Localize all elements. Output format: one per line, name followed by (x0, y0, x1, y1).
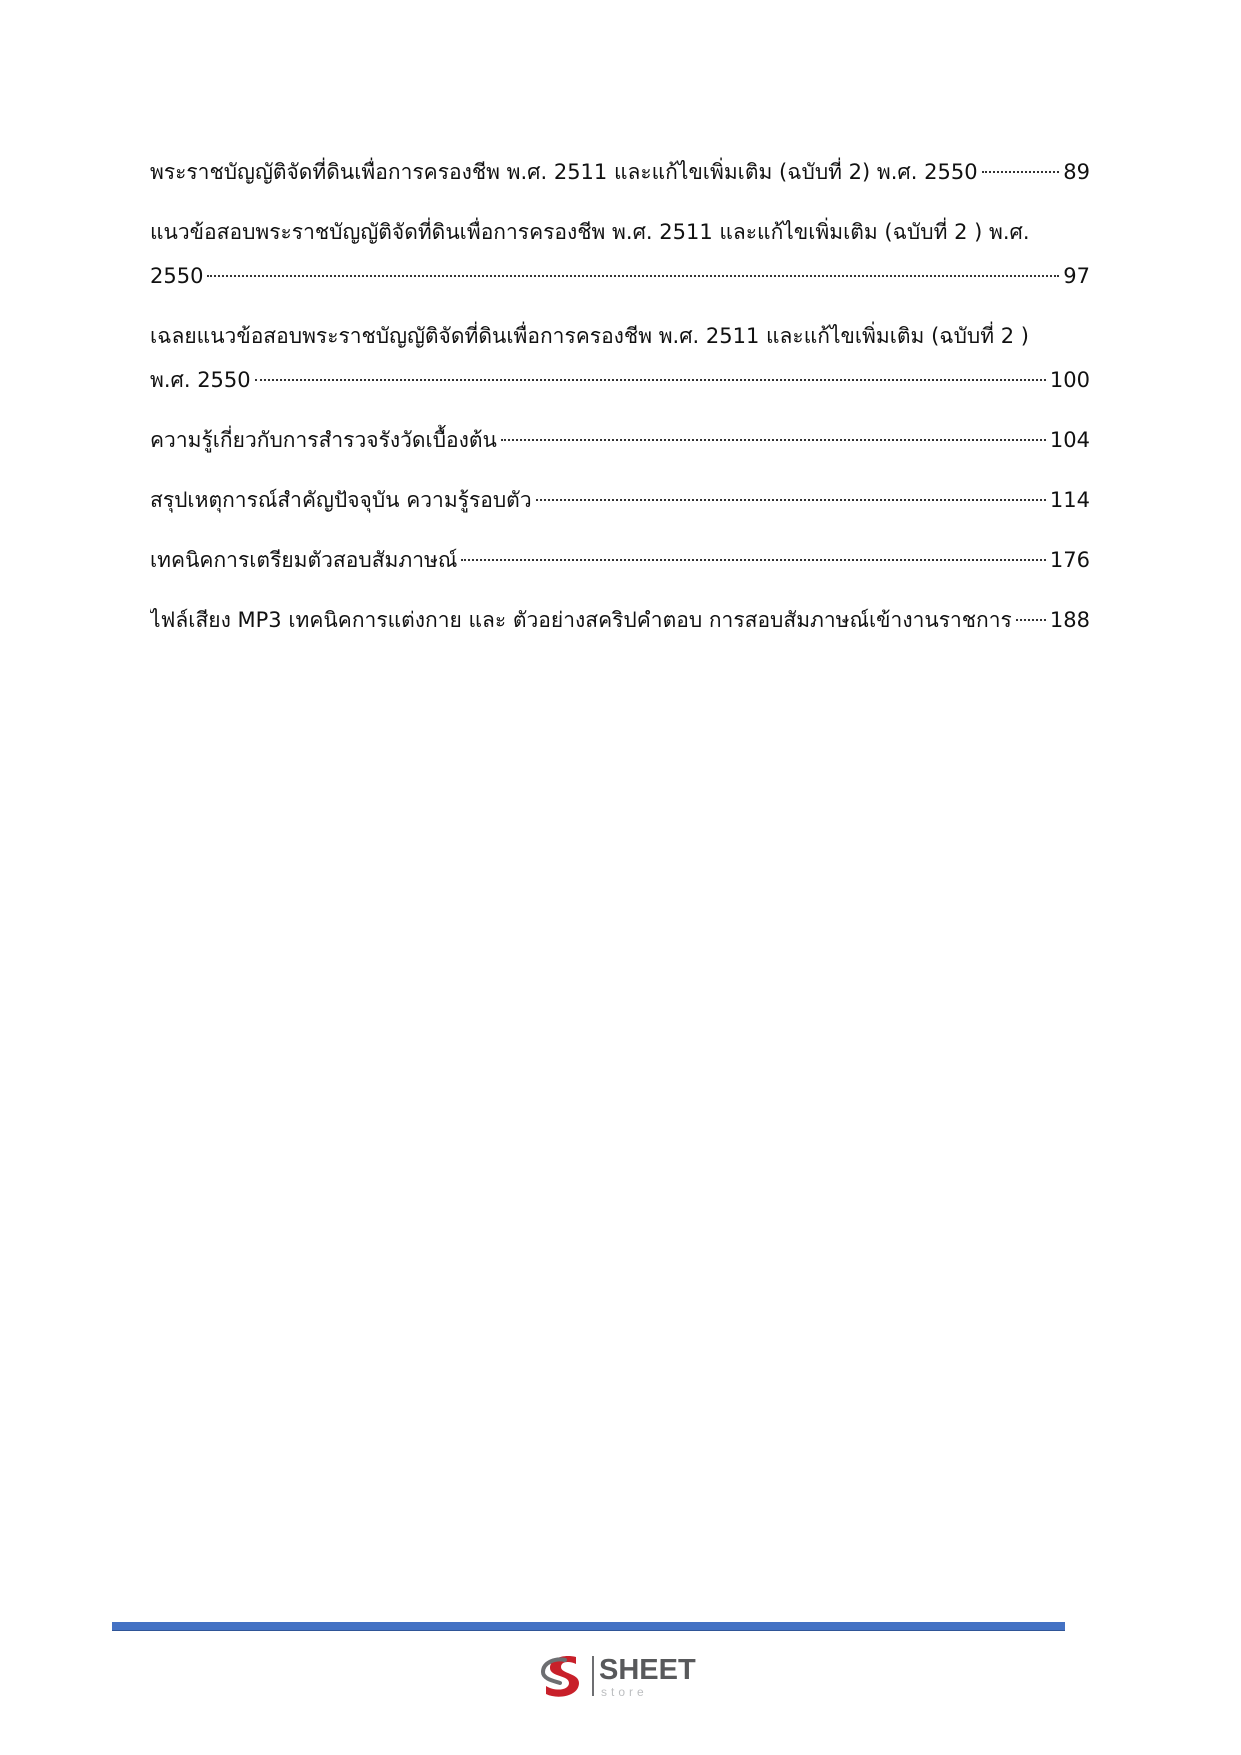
dot-leader (255, 379, 1046, 381)
toc-entry[interactable] (150, 598, 1090, 642)
toc-entry-title: ไฟล์เสียง MP3 เทคนิคการแต่งกาย และ ตัวอย่างสคริปคำตอบ การสอบสัมภาษณ์เข้างานราชการ (150, 608, 1012, 632)
toc-page-number: 89 (1063, 160, 1090, 184)
toc-entry[interactable] (150, 538, 1090, 582)
toc-entry-title: สรุปเหตุการณ์สำคัญปัจจุบัน ความรู้รอบตัว (150, 488, 532, 512)
dot-leader (536, 499, 1046, 501)
toc-entry-title: พระราชบัญญัติจัดที่ดินเพื่อการครองชีพ พ.ศ. 2511 และแก้ไขเพิ่มเติม (ฉบับที่ 2) พ.ศ. 2550 (150, 160, 978, 184)
dot-leader (982, 171, 1060, 173)
toc-line (150, 418, 1090, 462)
toc-page-number: 104 (1049, 428, 1090, 452)
toc-line (150, 598, 1090, 642)
toc-line (150, 254, 1090, 298)
toc-page-number: 188 (1049, 608, 1090, 632)
sheet-store-logo (536, 1648, 706, 1704)
toc-page-number: 97 (1063, 264, 1090, 288)
toc-line (150, 478, 1090, 522)
toc-entry[interactable] (150, 478, 1090, 522)
toc-entry[interactable] (150, 150, 1090, 194)
dot-leader (501, 439, 1046, 441)
logo-subtext: store (601, 1685, 648, 1699)
logo-text: SHEET (599, 1654, 696, 1686)
table-of-contents (150, 150, 1090, 658)
footer-divider (112, 1622, 1065, 1631)
toc-entry-title-continued: พ.ศ. 2550 (150, 368, 251, 392)
dot-leader (1016, 619, 1046, 621)
toc-entry-title: แนวข้อสอบพระราชบัญญัติจัดที่ดินเพื่อการครองชีพ พ.ศ. 2511 และแก้ไขเพิ่มเติม (ฉบับที่ 2 ) พ.ศ. (150, 220, 1030, 244)
toc-entry-title: เทคนิคการเตรียมตัวสอบสัมภาษณ์ (150, 548, 458, 572)
toc-page-number: 114 (1049, 488, 1090, 512)
toc-page-number: 176 (1049, 548, 1090, 572)
toc-entry-title: เฉลยแนวข้อสอบพระราชบัญญัติจัดที่ดินเพื่อการครองชีพ พ.ศ. 2511 และแก้ไขเพิ่มเติม (ฉบับที่ 2 ) (150, 324, 1029, 348)
toc-entry[interactable] (150, 314, 1090, 402)
toc-entry-title-continued: 2550 (150, 264, 204, 288)
toc-page-number: 100 (1049, 368, 1090, 392)
toc-line (150, 150, 1090, 194)
dot-leader (461, 559, 1046, 561)
toc-entry[interactable] (150, 210, 1090, 298)
toc-line (150, 538, 1090, 582)
toc-entry-title: ความรู้เกี่ยวกับการสำรวจรังวัดเบื้องต้น (150, 428, 497, 452)
toc-entry[interactable] (150, 418, 1090, 462)
dot-leader (207, 275, 1059, 277)
logo-mark-icon (536, 1648, 706, 1704)
toc-line (150, 358, 1090, 402)
